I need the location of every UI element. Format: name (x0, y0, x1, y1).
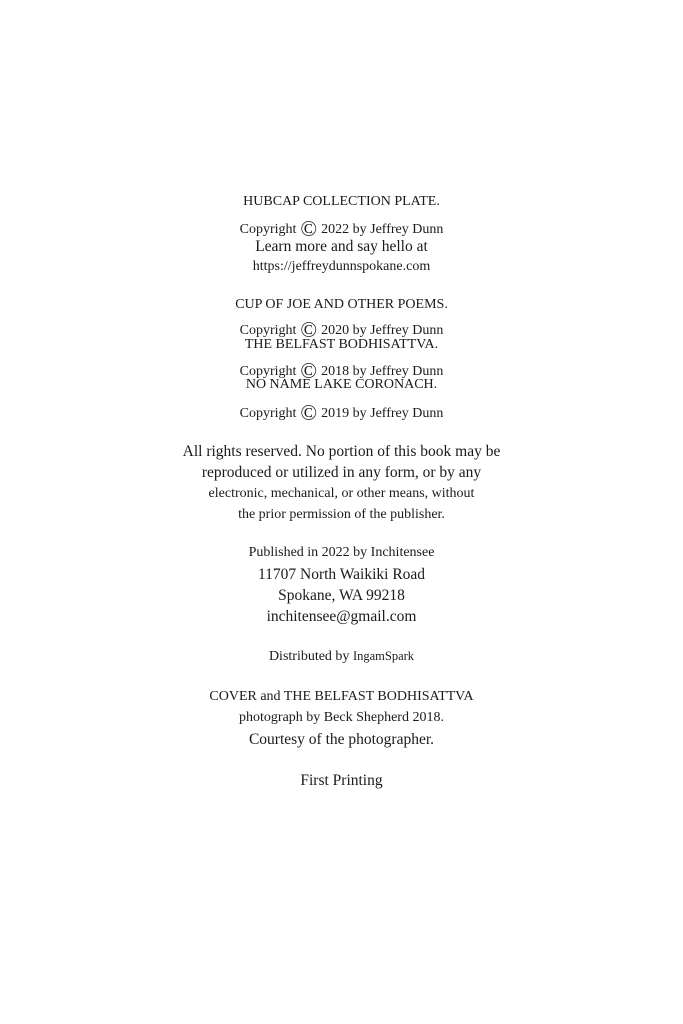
website-url: https://jeffreydunnspokane.com (252, 259, 431, 274)
copyright-detail: 2019 by Jeffrey Dunn (321, 406, 444, 421)
copyright-symbol: © (300, 358, 318, 383)
publisher-address: 11707 North Waikiki Road (257, 566, 426, 583)
publisher-city: Spokane, WA 99218 (278, 587, 405, 604)
publisher-email: inchitensee@gmail.com (266, 608, 417, 625)
learn-more-text: Learn more and say hello at (255, 238, 428, 255)
copyright-label: Copyright (239, 406, 297, 421)
rights-line-2: reproduced or utilized in any form, or by any (201, 464, 482, 481)
distribution-line (0, 650, 683, 664)
distributed-by-label: Distributed by (268, 649, 350, 664)
copyright-symbol: © (300, 216, 318, 241)
copyright-label: Copyright (239, 364, 297, 379)
cover-credit-courtesy: Courtesy of the photographer. (248, 731, 435, 748)
copyright-label: Copyright (239, 323, 297, 338)
copyright-symbol: © (300, 400, 318, 425)
no-name-lake-title: NO NAME LAKE CORONACH. (245, 377, 438, 392)
cover-credit-title: COVER and THE BELFAST BODHISATTVA (209, 689, 474, 704)
distributor-name: IngamSpark (352, 649, 415, 663)
copyright-detail: 2018 by Jeffrey Dunn (321, 364, 444, 379)
rights-line-1: All rights reserved. No portion of this book may be (182, 443, 501, 460)
copyright-label: Copyright (239, 222, 297, 237)
belfast-title: THE BELFAST BODHISATTVA. (244, 337, 439, 352)
no-name-lake-copyright (0, 402, 683, 424)
copyright-detail: 2020 by Jeffrey Dunn (321, 323, 444, 338)
first-printing: First Printing (300, 772, 383, 789)
publisher-line: Published in 2022 by Inchitensee (248, 545, 435, 560)
rights-line-3: electronic, mechanical, or other means, without (208, 486, 475, 501)
copyright-detail: 2022 by Jeffrey Dunn (321, 222, 444, 237)
rights-line-4: the prior permission of the publisher. (238, 507, 445, 522)
hubcap-copyright (0, 218, 683, 240)
cover-credit-photographer: photograph by Beck Shepherd 2018. (239, 710, 444, 725)
cup-of-joe-title: CUP OF JOE AND OTHER POEMS. (235, 297, 448, 312)
copyright-symbol: © (300, 317, 318, 342)
hubcap-title: HUBCAP COLLECTION PLATE. (243, 194, 440, 209)
